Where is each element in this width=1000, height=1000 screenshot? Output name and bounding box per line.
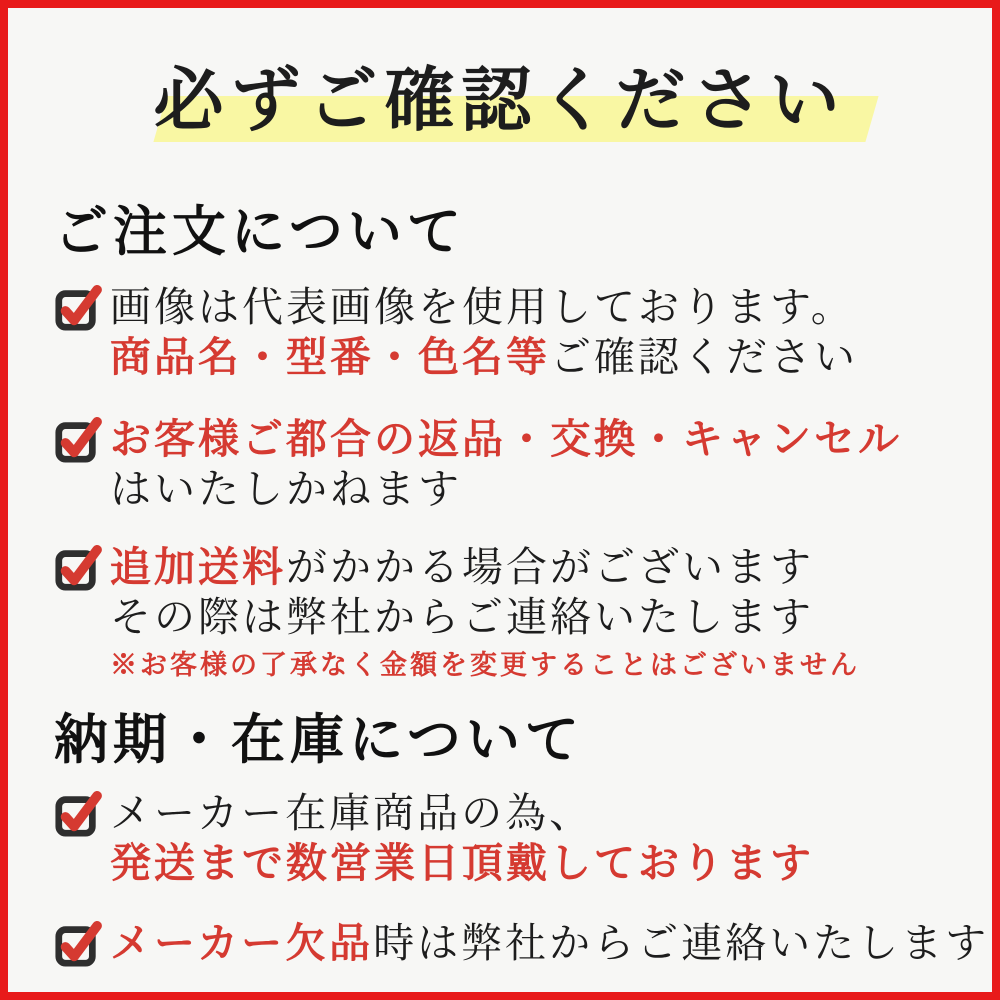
section-heading-order: ご注文について [54,199,466,263]
item-segment-emphasis: メーカー欠品 [110,919,374,967]
item-segment: メーカー在庫商品の為、 [110,789,594,837]
notice-title: 必ずご確認ください [153,58,847,141]
list-item [54,918,990,968]
item-text [110,542,860,682]
item-text [110,788,814,888]
item-line [110,464,902,514]
checkbox-checked-icon [54,416,100,464]
item-line [110,838,814,888]
item-segment-emphasis: お客様ご都合の返品・交換・キャンセル [110,415,902,463]
list-item [54,788,962,888]
item-segment: はいたしかねます [110,465,462,513]
item-segment: その際は弊社からご連絡いたします [110,593,814,641]
item-text [110,918,989,968]
section-heading-stock: 納期・在庫について [54,707,584,771]
checkbox-checked-icon [54,790,100,838]
item-segment: 画像は代表画像を使用しております。 [110,283,855,331]
item-line [110,592,860,642]
item-line [110,332,858,382]
item-segment-emphasis: 発送まで数営業日頂戴しております [110,839,814,887]
checkbox-checked-icon [54,920,100,968]
item-segment-emphasis: 追加送料 [110,543,286,591]
item-segment-emphasis: 商品名・型番・色名等 [110,333,550,381]
item-line [110,414,902,464]
list-item [54,414,962,514]
item-line [110,788,814,838]
item-segment: ご確認ください [550,333,858,381]
checkbox-checked-icon [54,544,100,592]
list-item [54,542,962,682]
item-line [110,282,858,332]
item-segment: がかかる場合がございます [286,543,814,591]
item-line [110,542,860,592]
item-line [110,918,989,968]
list-item [54,282,962,382]
item-segment: 時は弊社からご連絡いたします [373,919,990,967]
item-note: ※お客様の了承なく金額を変更することはございません [110,650,860,681]
item-text [110,414,902,514]
notice-content [8,200,992,968]
notice-title-block [8,52,992,152]
item-text [110,282,858,382]
checkbox-checked-icon [54,284,100,332]
